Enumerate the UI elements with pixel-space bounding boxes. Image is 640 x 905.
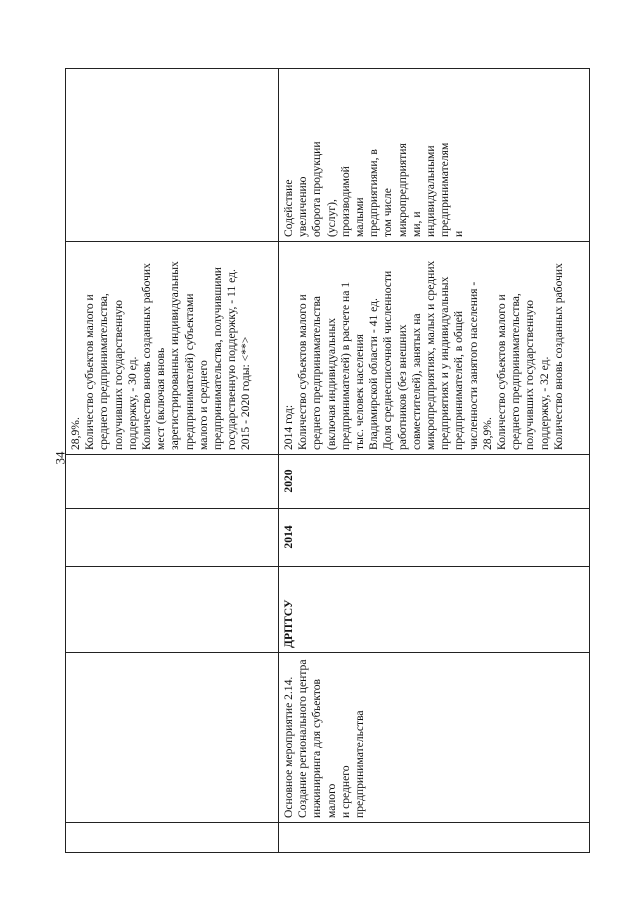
year-start-text: 2014 <box>282 525 295 549</box>
table-row-continued <box>65 68 279 853</box>
executor-text: ДРПТСУ <box>282 599 295 648</box>
cell-event <box>279 652 589 822</box>
page-number: 34 <box>52 451 68 465</box>
rotated-table <box>65 68 590 853</box>
year-end-text: 2020 <box>282 469 295 493</box>
cell-executor <box>66 566 278 652</box>
cell-executor <box>279 566 589 652</box>
cell-number <box>279 822 589 852</box>
indicators-text-continued: 28,9%. Количество субъектов малого и среднего предпринимательства, получивших государственную поддержку, - 30 ед. Количество вновь созданных рабочих мест (включая вновь зарегистрированных индивидуальных предпринимателей) субъектами малого и среднего предпринимательства, получившими государственную поддержку, - 11 ед. 2015 - 2020 годы: <**> <box>69 261 253 450</box>
cell-year-end <box>66 454 278 508</box>
cell-number <box>66 822 278 852</box>
cell-year-start <box>279 508 589 566</box>
cell-indicators <box>66 241 278 454</box>
cell-event <box>66 652 278 822</box>
event-text: Основное мероприятие 2.14. Создание регионального центра инжиниринга для субъектов малого и среднего предпринимательства <box>282 659 367 818</box>
cell-goal <box>279 67 589 241</box>
table-row-main <box>279 68 590 853</box>
cell-year-start <box>66 508 278 566</box>
cell-goal <box>66 67 278 241</box>
indicators-text: 2014 год: Количество субъектов малого и среднего предпринимательства (включая индивидуальных предпринимателей) в расчете на 1 тыс. человек населения Владимирской области - 41 ед. Доля среднесписочной численности работников (без внешних совместителей), занятых на микропредприятиях, малых и средних предприятиях и у индивидуальных предпринимателей, в общей численности занятого населения - 28,9%. Количество субъектов малого и среднего предпринимательства, получивших государственную поддержку, - 32 ед. Количество вновь созданных рабочих <box>282 260 565 450</box>
cell-indicators <box>279 241 589 454</box>
cell-year-end <box>279 454 589 508</box>
goal-text: Содействие увеличению оборота продукции (услуг), производимой малыми предприятиями, в том числе микропредприятия ми, и индивидуальными предпринимателям и <box>282 141 466 237</box>
